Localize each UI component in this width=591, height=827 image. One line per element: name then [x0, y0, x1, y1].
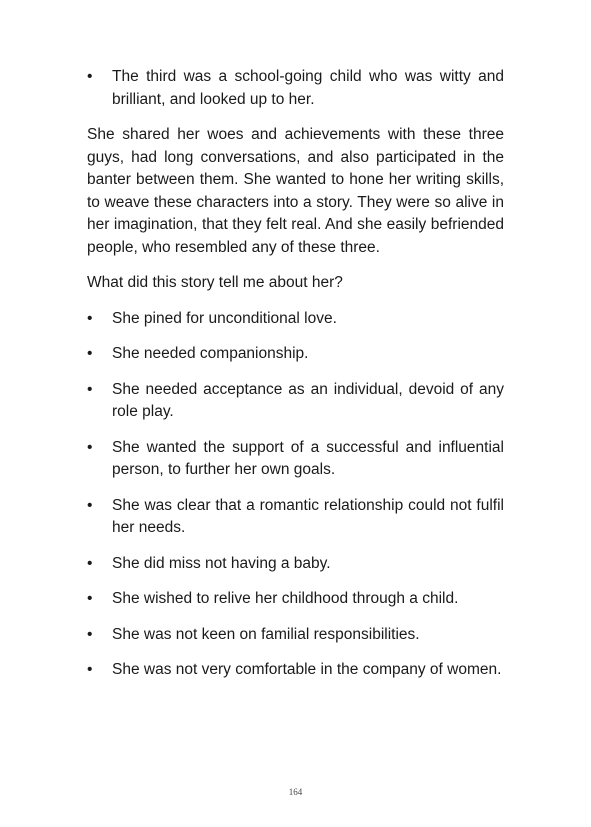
bullet-icon: •	[87, 438, 93, 456]
list-item-text: She wanted the support of a successful and influential person, to further her own goals.	[112, 438, 504, 478]
body-paragraph: She shared her woes and achievements with these three guys, had long conversations, and also participated in the banter between them. She wanted to hone her writing skills, to weave these characters into a story. They were so alive in her imagination, that they felt real. And she easily befriended people, who resembled any of these three.	[87, 126, 504, 256]
list-item	[87, 343, 504, 366]
page-body	[87, 66, 504, 695]
list-item	[87, 308, 504, 331]
list-item-text: She was clear that a romantic relationship could not fulfil her needs.	[112, 496, 504, 536]
bullet-icon: •	[87, 625, 93, 643]
bullet-icon: •	[87, 661, 93, 678]
list-item	[87, 495, 504, 540]
list-item-text: She was not keen on familial responsibilities.	[112, 625, 420, 643]
question-line: What did this story tell me about her?	[87, 274, 343, 291]
bullet-icon: •	[87, 380, 93, 398]
list-item	[87, 553, 504, 576]
list-item-text: She was not very comfortable in the company of women.	[112, 661, 502, 678]
list-item-text: The third was a school-going child who was witty and brilliant, and looked up to her.	[112, 68, 504, 108]
list-item-text: She wished to relive her childhood through a child.	[112, 590, 459, 607]
list-item-text: She needed acceptance as an individual, devoid of any role play.	[112, 380, 504, 420]
bullet-icon: •	[87, 345, 93, 362]
list-item-intro	[87, 66, 504, 111]
page-number: 164	[288, 787, 303, 797]
bullet-icon: •	[87, 554, 93, 572]
bullet-icon: •	[87, 309, 93, 327]
list-item	[87, 379, 504, 424]
list-item-text: She did miss not having a baby.	[112, 554, 331, 572]
list-item	[87, 624, 504, 647]
list-item	[87, 588, 504, 611]
list-item-text: She pined for unconditional love.	[112, 309, 337, 327]
list-item-text: She needed companionship.	[112, 345, 309, 362]
list-item	[87, 437, 504, 482]
list-item	[87, 659, 504, 682]
bullet-icon: •	[87, 496, 93, 514]
bullet-icon: •	[87, 68, 93, 85]
bullet-icon: •	[87, 590, 93, 607]
